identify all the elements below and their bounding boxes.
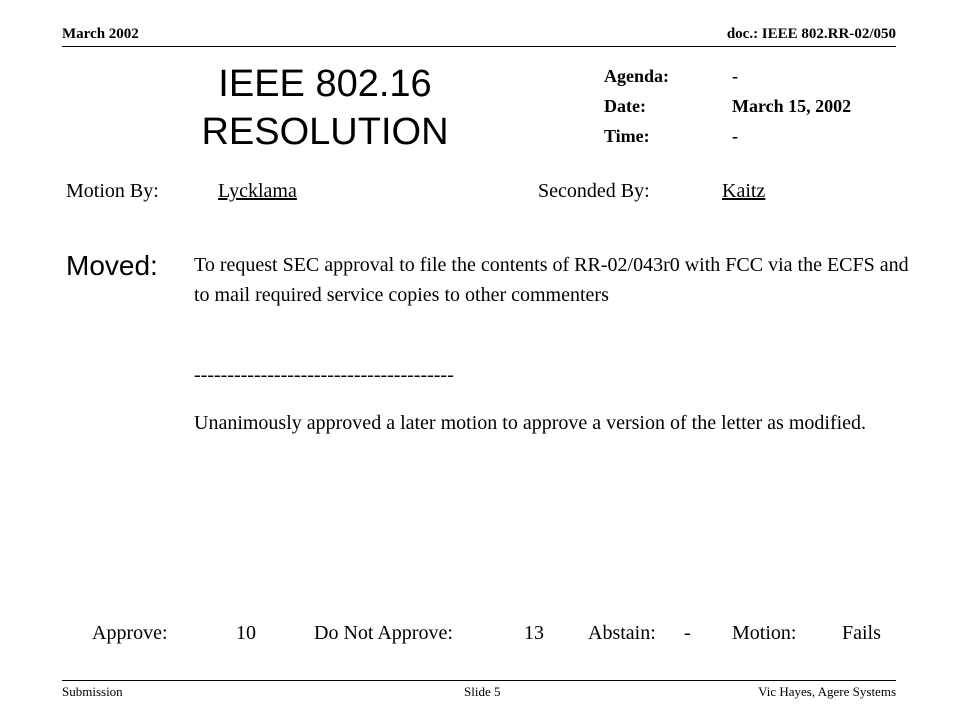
abstain-count: - — [684, 622, 691, 644]
not-approve-count: 13 — [524, 622, 544, 644]
seconded-by-label: Seconded By: — [538, 180, 650, 202]
header-date: March 2002 — [62, 26, 139, 42]
separator-line: --------------------------------------- — [194, 364, 454, 386]
date-value: March 15, 2002 — [732, 96, 852, 116]
footer-rule — [62, 680, 896, 681]
agenda-value: - — [732, 66, 738, 86]
later-motion-text: Unanimously approved a later motion to approve a version of the letter as modified. — [194, 412, 867, 434]
seconded-by-value: Kaitz — [722, 180, 766, 202]
title-line-1: IEEE 802.16 — [218, 63, 432, 105]
footer-submission: Submission — [62, 684, 123, 699]
moved-label: Moved: — [66, 250, 158, 281]
motion-by-label: Motion By: — [66, 180, 159, 202]
motion-result-label: Motion: — [732, 622, 797, 644]
date-label: Date: — [604, 96, 646, 116]
footer-author: Vic Hayes, Agere Systems — [758, 684, 896, 699]
abstain-label: Abstain: — [588, 622, 656, 644]
motion-by-value: Lycklama — [218, 180, 297, 202]
footer-slide-number: Slide 5 — [464, 684, 501, 699]
header-rule — [62, 46, 896, 47]
time-value: - — [732, 126, 738, 146]
time-label: Time: — [604, 126, 650, 146]
motion-result-value: Fails — [842, 622, 881, 644]
slide-title — [190, 60, 460, 156]
agenda-label: Agenda: — [604, 66, 670, 86]
approve-count: 10 — [236, 622, 256, 644]
not-approve-label: Do Not Approve: — [314, 622, 453, 644]
header-doc-id: doc.: IEEE 802.RR-02/050 — [726, 26, 896, 42]
title-line-2: RESOLUTION — [201, 111, 449, 153]
approve-label: Approve: — [92, 622, 168, 644]
moved-text: To request SEC approval to file the contents of RR-02/043r0 with FCC via the ECFS and to mail required service copies to other commenters — [194, 254, 909, 306]
